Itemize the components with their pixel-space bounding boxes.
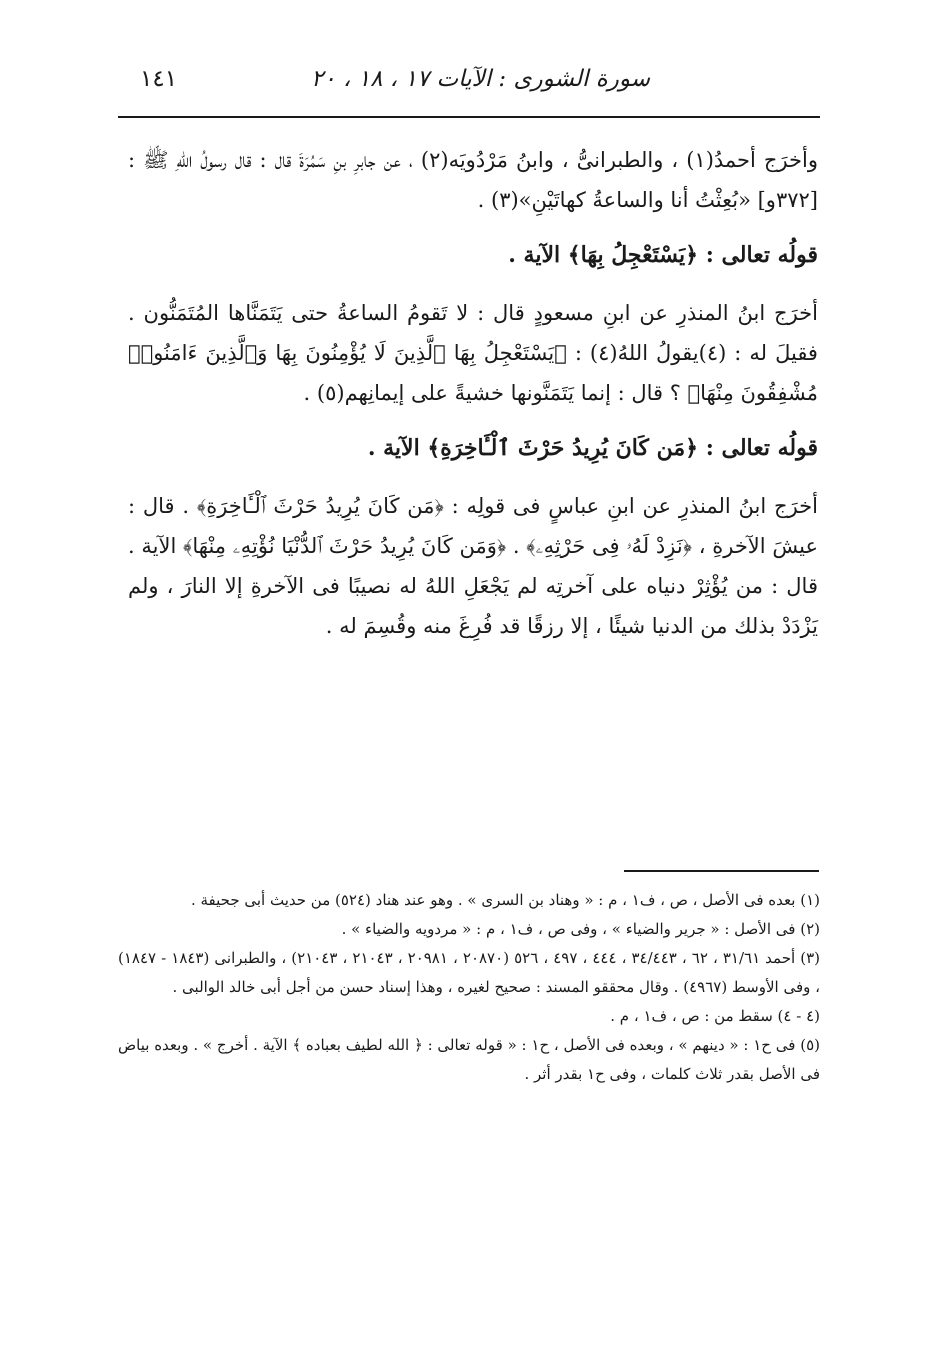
- paragraph-ibn-abbas: أخرَج ابنُ المنذرِ عن ابنِ عباسٍ فى قولِه : ﴿مَن كَانَ يُرِيدُ حَرْثَ ٱلْـَٔاخِرَةِ﴾ . قال : عيشَ الآخرةِ ، ﴿نَزِدْ لَهُۥ فِى حَرْثِهِۦ﴾ . ﴿وَمَن كَانَ يُرِيدُ حَرْثَ ٱلدُّنْيَا نُؤْتِهِۦ مِنْهَا﴾ الآية . قال : من يُؤْثِرْ دنياه على آخرتِه لم يَجْعَلِ اللهُ له نصيبًا فى الآخرةِ إلا النارَ ، ولم يَزْدَدْ بذلك من الدنيا شيئًا ، إلا رزقًا قد فُرِغَ منه وقُسِمَ له .: [128, 494, 818, 638]
- paragraph-hadith-jabir: وأخرَج أحمدُ(١) ، والطبرانىُّ ، وابنُ مَرْدُويَه(٢) ، عن جابرِ بنِ سَمُرَةَ قال : قال رسولُ اللهِ ﷺ : [٣٧٢و] «بُعِثْتُ أنا والساعةُ كهاتَيْنِ»(٣) .: [128, 148, 818, 212]
- paragraph-ibn-masud: أخرَج ابنُ المنذرِ عن ابنِ مسعودٍ قال : لا تَقومُ الساعةُ حتى يَتَمَنَّاها المُتَمَنُّون . فقيلَ له : (٤)يقولُ اللهُ(٤) : ﴿يَسْتَعْجِلُ بِهَا ٱلَّذِينَ لَا يُؤْمِنُونَ بِهَا وَٱلَّذِينَ ءَامَنُوا۟ مُشْفِقُونَ مِنْهَا﴾ ؟ قال : إنما يَتَمَنَّونها خشيةً على إيمانِهم(٥) .: [128, 301, 818, 405]
- footnote-3: (٣) أحمد ٣١/٦١ ، ٦٢ ، ٣٤/٤٤٣ ، ٤٤٤ ، ٤٩٧ ، ٥٢٦ (٢٠٨٧٠ ، ٢٠٩٨١ ، ٢١٠٤٣ ، ٢١٠٤٣) ، والطبرانى (١٨٤٣ - ١٨٤٧) ، وفى الأوسط (٤٩٦٧) . وقال محققو المسند : صحيح لغيره ، وهذا إسناد حسن من أجل أبى خالد الوالبى .: [118, 949, 820, 996]
- running-header: [110, 62, 825, 102]
- footnote-5: (٥) فى ح١ : « دينهم » ، وبعده فى الأصل ، ح١ : « قوله تعالى : ﴿ الله لطيف بعباده ﴾ الآية . أخرج » . وبعده بياض فى الأصل بقدر ثلاث كلمات ، وفى ح١ بقدر أثر .: [118, 1036, 820, 1083]
- page-number: ١٤١: [140, 66, 178, 92]
- footnote-1: (١) بعده فى الأصل ، ص ، ف١ ، م : « وهناد بن السرى » . وهو عند هناد (٥٢٤) من حديث أبى جحيفة .: [190, 891, 820, 909]
- running-title: سورة الشورى : الآيات ١٧ ، ١٨ ، ٢٠: [310, 66, 650, 92]
- main-text: [128, 140, 818, 646]
- footnotes: [118, 886, 820, 1089]
- footnote-separator: [624, 870, 819, 872]
- header-rule: [118, 116, 820, 118]
- verse-heading-yastajilu: قولُه تعالى : ﴿يَسْتَعْجِلُ بِهَا﴾ الآية .: [508, 242, 818, 268]
- footnote-4: (٤ - ٤) سقط من : ص ، ف١ ، م .: [610, 1007, 820, 1025]
- verse-heading-harth-al-akhira: قولُه تعالى : ﴿مَن كَانَ يُرِيدُ حَرْثَ ٱلْـَٔاخِرَةِ﴾ الآية .: [367, 435, 818, 461]
- footnote-2: (٢) فى الأصل : « جرير والضياء » ، وفى ص ، ف١ ، م : « مردويه والضياء » .: [341, 920, 820, 938]
